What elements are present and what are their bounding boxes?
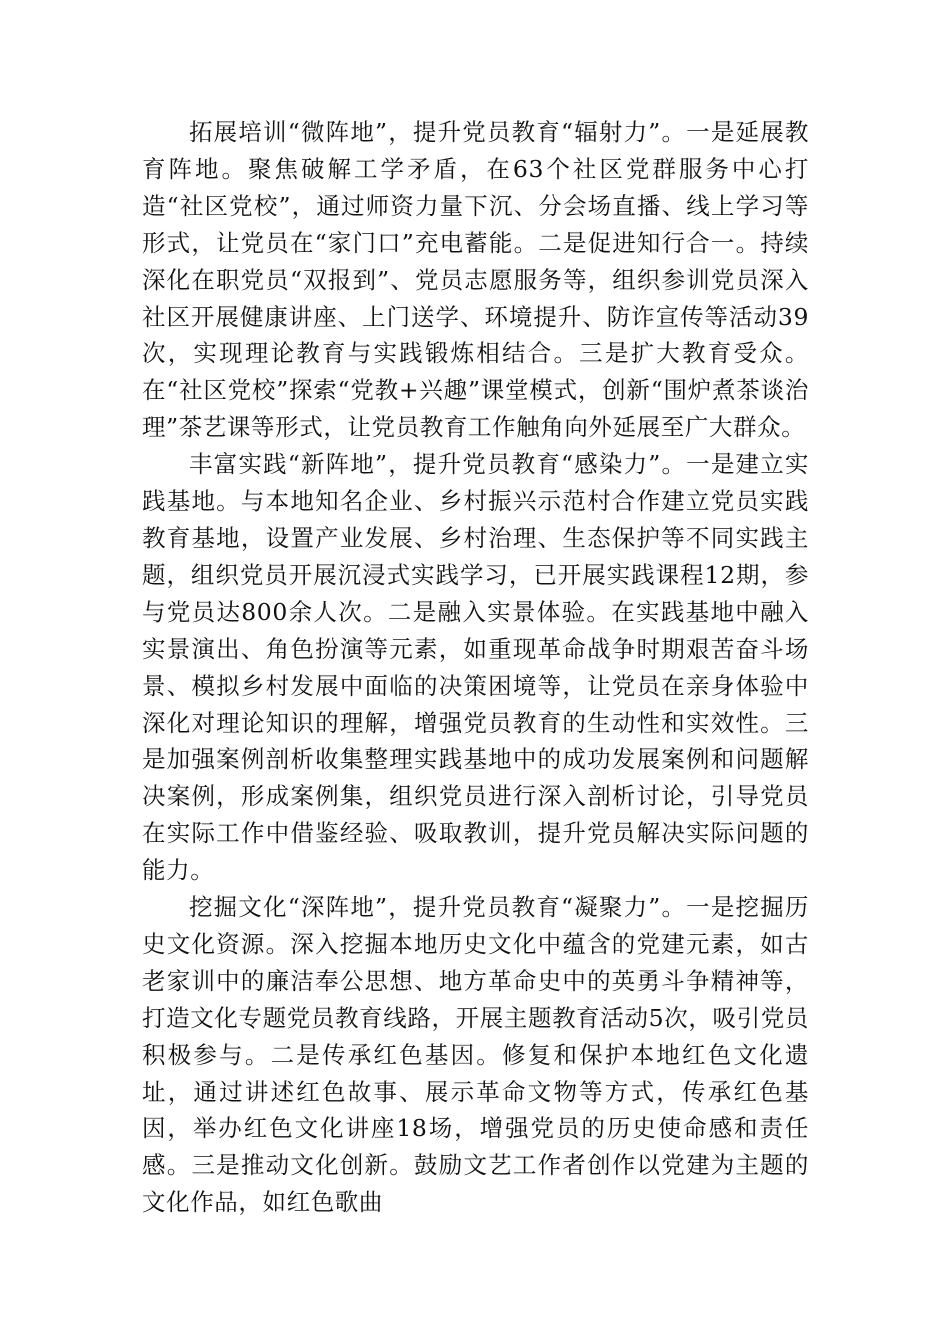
document-body [142, 114, 809, 1221]
paragraph-culture: 挖掘文化“深阵地”，提升党员教育“凝聚力”。一是挖掘历史文化资源。深入挖掘本地历史文化中蕴含的党建元素，如古老家训中的廉洁奉公思想、地方革命史中的英勇斗争精神等，打造文化专题党员教育线路，开展主题教育活动5次，吸引党员积极参与。二是传承红色基因。修复和保护本地红色文化遗址，通过讲述红色故事、展示革命文物等方式，传承红色基因，举办红色文化讲座18场，增强党员的历史使命感和责任感。三是推动文化创新。鼓励文艺工作者创作以党建为主题的文化作品，如红色歌曲 [142, 893, 809, 1217]
paragraph-training: 拓展培训“微阵地”，提升党员教育“辐射力”。一是延展教育阵地。聚焦破解工学矛盾，在63个社区党群服务中心打造“社区党校”，通过师资力量下沉、分会场直播、线上学习等形式，让党员在“家门口”充电蓄能。二是促进知行合一。持续深化在职党员“双报到”、党员志愿服务等，组织参训党员深入社区开展健康讲座、上门送学、环境提升、防诈宣传等活动39次，实现理论教育与实践锻炼相结合。三是扩大教育受众。在“社区党校”探索“党教+兴趣”课堂模式，创新“围炉煮茶谈治理”茶艺课等形式，让党员教育工作触角向外延展至广大群众。 [142, 118, 809, 442]
paragraph-practice: 丰富实践“新阵地”，提升党员教育“感染力”。一是建立实践基地。与本地知名企业、乡村振兴示范村合作建立党员实践教育基地，设置产业发展、乡村治理、生态保护等不同实践主题，组织党员开展沉浸式实践学习，已开展实践课程12期，参与党员达800余人次。二是融入实景体验。在实践基地中融入实景演出、角色扮演等元素，如重现革命战争时期艰苦奋斗场景、模拟乡村发展中面临的决策困境等，让党员在亲身体验中深化对理论知识的理解，增强党员教育的生动性和实效性。三是加强案例剖析收集整理实践基地中的成功发展案例和问题解决案例，形成案例集，组织党员进行深入剖析讨论，引导党员在实际工作中借鉴经验、吸取教训，提升党员解决实际问题的能力。 [142, 450, 809, 885]
